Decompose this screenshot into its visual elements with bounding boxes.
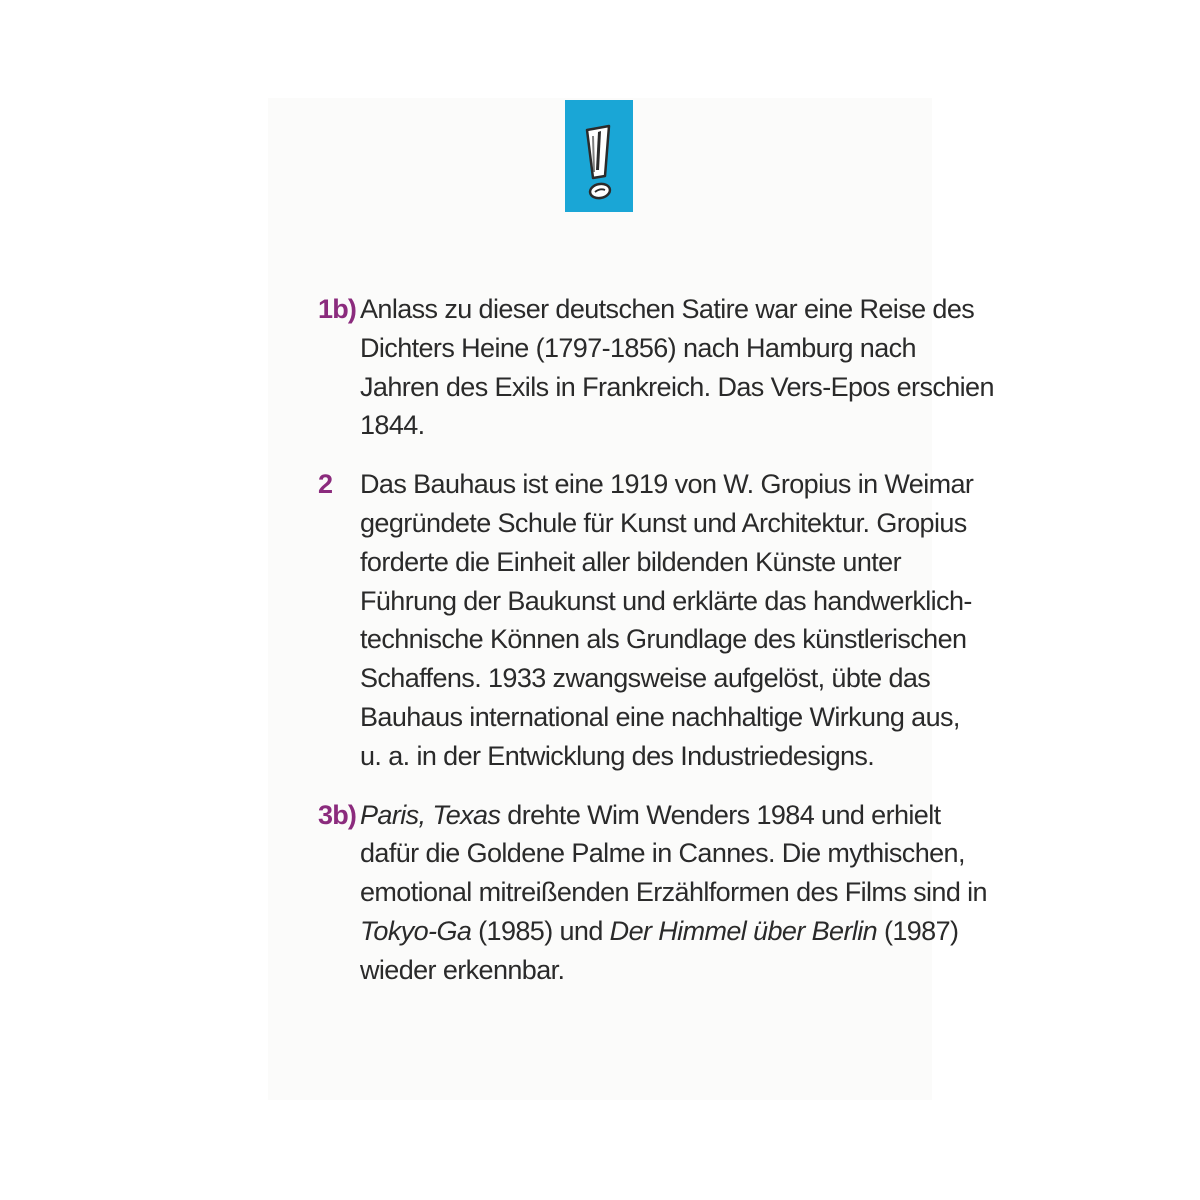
film-title: Tokyo-Ga: [360, 915, 472, 946]
answer-line: emotional mitreißenden Erzählformen des Films sind in: [360, 877, 987, 908]
answer-line: [360, 796, 941, 835]
answer-line-rest: drehte Wim Wenders 1984 und erhielt: [500, 799, 941, 830]
answer-text: [360, 465, 974, 775]
answer-line: Anlass zu dieser deutschen Satire war eine Reise des: [360, 294, 975, 324]
answer-line: dafür die Goldene Palme in Cannes. Die mythischen,: [360, 838, 965, 869]
answer-3b: [318, 796, 987, 990]
answer-line: Bauhaus international eine nachhaltige Wirkung aus,: [360, 701, 960, 732]
film-title: Paris, Texas: [360, 799, 501, 830]
answer-list: [318, 290, 994, 990]
answer-line: forderte die Einheit aller bildenden Künste unter: [360, 546, 901, 577]
answer-number: 1b): [318, 294, 357, 324]
answer-line: [360, 912, 959, 951]
answer-number: 2: [318, 469, 333, 500]
exclamation-icon: [565, 100, 633, 212]
answer-text: [360, 796, 987, 990]
answer-line: 1844.: [360, 410, 425, 441]
answer-line: gegründete Schule für Kunst und Architektur. Gropius: [360, 507, 967, 538]
answer-line: technische Können als Grundlage des künstlerischen: [360, 624, 967, 655]
answer-2: [318, 465, 974, 775]
answer-line: Das Bauhaus ist eine 1919 von W. Gropius in Weimar: [360, 469, 974, 500]
answer-line-mid: (1985) und: [471, 915, 610, 946]
film-title: Der Himmel über Berlin: [609, 915, 878, 946]
answer-line: Jahren des Exils in Frankreich. Das Vers-Epos erschien: [360, 371, 994, 402]
answer-line: Dichters Heine (1797-1856) nach Hamburg nach: [360, 332, 916, 363]
exclamation-tab: [565, 100, 633, 212]
answer-line: wieder erkennbar.: [360, 954, 565, 985]
answer-1b: [318, 290, 994, 445]
answer-line: u. a. in der Entwicklung des Industriedesigns.: [360, 740, 875, 771]
answer-line: Führung der Baukunst und erklärte das handwerklich-: [360, 585, 972, 616]
answer-line: Schaffens. 1933 zwangsweise aufgelöst, übte das: [360, 663, 931, 694]
answer-text: [360, 290, 994, 445]
answer-line-end: (1987): [877, 915, 959, 946]
answer-number: 3b): [318, 799, 357, 830]
